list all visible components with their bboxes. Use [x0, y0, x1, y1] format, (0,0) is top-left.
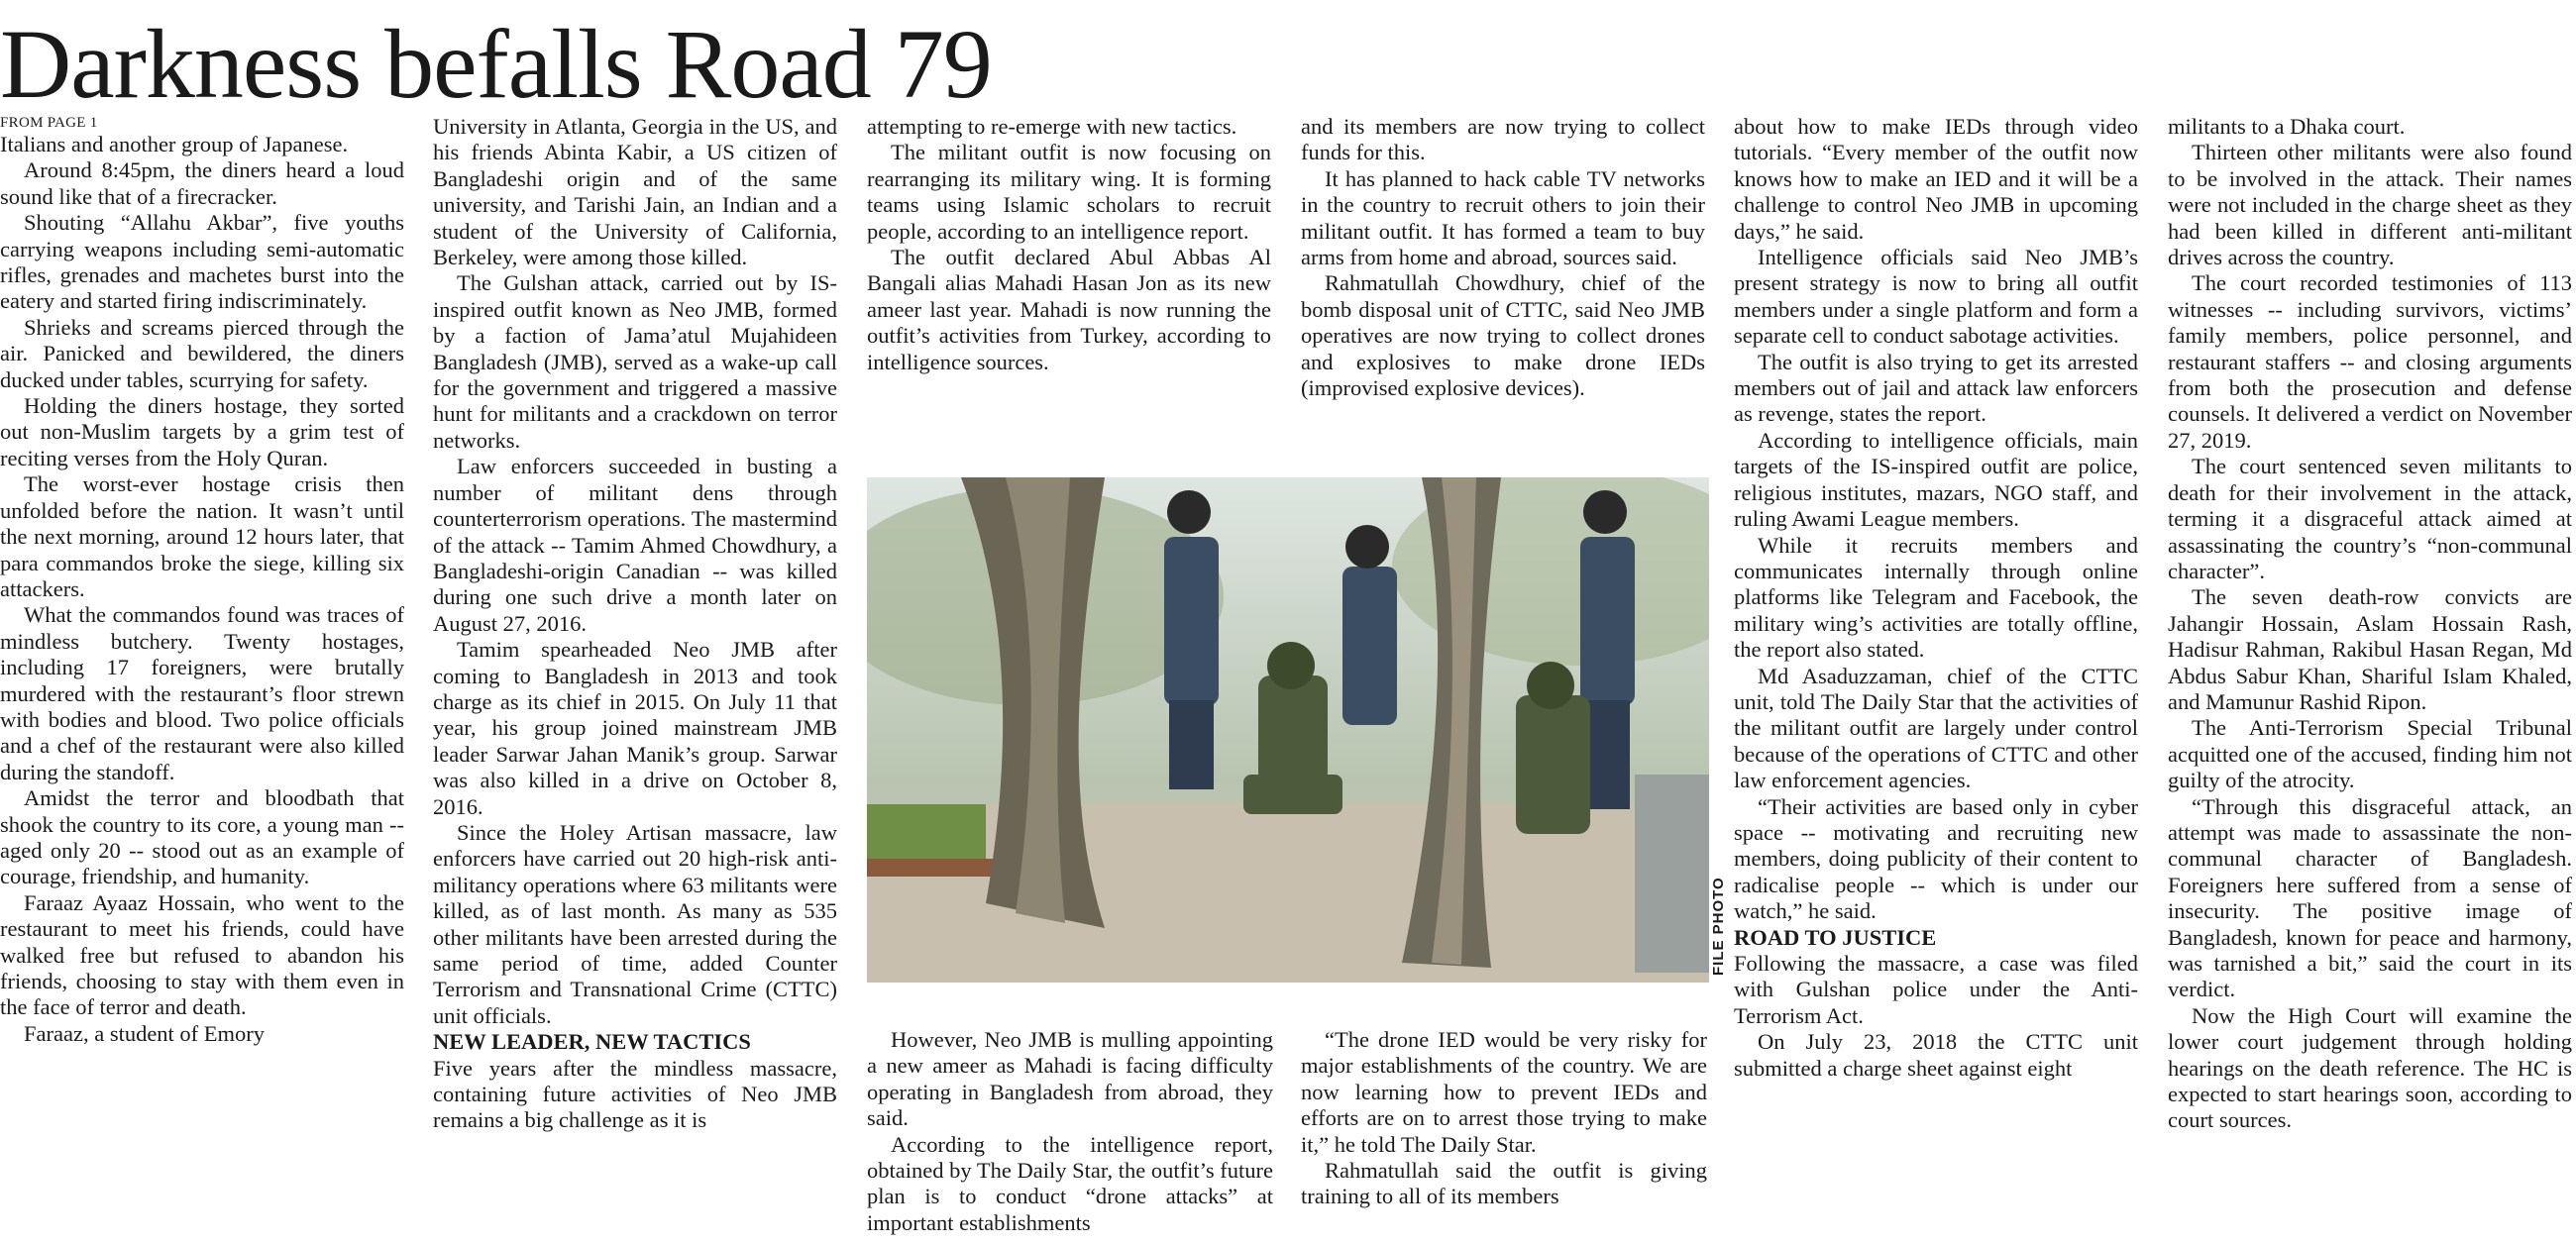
paragraph: The worst-ever hostage crisis then unfolded before the nation. It wasn’t until the next morning, around 12 hours later, that para commandos broke the siege, killing six attackers. — [0, 471, 404, 601]
paragraph: and its members are now trying to collect funds for this. — [1301, 114, 1705, 165]
paragraph: attempting to re-emerge with new tactics. — [867, 114, 1237, 139]
paragraph: Tamim spearheaded Neo JMB after coming to Bangladesh in 2013 and took charge as its chief in 2015. On July 11 that year, his group joined mainstream JMB leader Sarwar Jahan Manik’s group. Sarwar was also killed in a drive on October 8, 2016. — [433, 637, 837, 819]
column-1 — [0, 114, 404, 1047]
subhead: NEW LEADER, NEW TACTICS — [433, 1029, 751, 1055]
paragraph: “Through this disgraceful attack, an attempt was made to assassinate the non-communal character of Bangladesh. Foreigners here suffered from a sense of insecurity. The positive image of Bangladesh, known for peace and harmony, was tarnished a bit,” said the court in its verdict. — [2168, 793, 2572, 1002]
paragraph: militants to a Dhaka court. — [2168, 114, 2406, 139]
paragraph: Law enforcers succeeded in busting a number of militant dens through counterterrorism operations. The mastermind of the attack -- Tamim Ahmed Chowdhury, a Bangladeshi-origin Canadian -- was killed during one such drive a month later on August 27, 2016. — [433, 454, 837, 636]
paragraph: While it recruits members and communicates internally through online platforms like Telegram and Facebook, the military wing’s activities are totally offline, the report also stated. — [1734, 532, 2138, 663]
column-3 — [867, 114, 1271, 375]
paragraph: about how to make IEDs through video tutorials. “Every member of the outfit now knows how to make an IED and it will be a challenge to control Neo JMB in upcoming days,” he said. — [1734, 114, 2138, 244]
paragraph: The Anti-Terrorism Special Tribunal acquitted one of the accused, finding him not guilty of the atrocity. — [2168, 715, 2572, 793]
column-4 — [1301, 114, 1705, 401]
paragraph: The seven death-row convicts are Jahangir Hossain, Aslam Hossain Rash, Hadisur Rahman, Rakibul Hasan Regan, Md Abdus Sabur Khan, Shariful Islam Khaled, and Mamunur Rashid Ripon. — [2168, 584, 2572, 714]
headline: Darkness befalls Road 79 — [0, 9, 992, 119]
paragraph: Shouting “Allahu Akbar”, five youths carrying weapons including semi-automatic rifles, grenades and machetes burst into the eatery and started firing indiscriminately. — [0, 210, 404, 314]
paragraph: Shrieks and screams pierced through the air. Panicked and bewildered, the diners ducked under tables, scurrying for safety. — [0, 314, 404, 392]
paragraph: Rahmatullah said the outfit is giving training to all of its members — [1301, 1158, 1707, 1209]
paragraph: Around 8:45pm, the diners heard a loud sound like that of a firecracker. — [0, 157, 404, 209]
paragraph: Amidst the terror and bloodbath that shook the country to its core, a young man -- aged only 20 -- stood out as an example of courage, friendship, and humanity. — [0, 785, 404, 889]
column-6 — [2168, 114, 2572, 1134]
paragraph: Italians and another group of Japanese. — [0, 132, 349, 156]
paragraph: University in Atlanta, Georgia in the US, and his friends Abinta Kabir, a US citizen of Bangladeshi origin and of the same university, and Tarishi Jain, an Indian and a student of the University of California, Berkeley, were among those killed. — [433, 114, 837, 270]
photo-credit: FILE PHOTO — [1710, 877, 1727, 976]
paragraph: “The drone IED would be very risky for major establishments of the country. We are now learning how to prevent IEDs and efforts are on to arrest those trying to make it,” he told The Daily Star. — [1301, 1027, 1707, 1157]
paragraph: Thirteen other militants were also found to be involved in the attack. Their names were not included in the charge sheet as they had been killed in different anti-militant drives across the country. — [2168, 140, 2572, 270]
paragraph: The court recorded testimonies of 113 witnesses -- including survivors, victims’ family members, police personnel, and restaurant staffers -- and closing arguments from both the prosecution and defense counsels. It delivered a verdict on November 27, 2019. — [2168, 270, 2572, 453]
kicker: FROM PAGE 1 — [0, 115, 98, 131]
paragraph: Following the massacre, a case was filed with Gulshan police under the Anti-Terrorism Act. — [1734, 951, 2138, 1028]
column-5 — [1734, 114, 2138, 1082]
paragraph: It has planned to hack cable TV networks in the country to recruit others to join their militant outfit. It has formed a team to buy arms from home and abroad, sources said. — [1301, 165, 1705, 270]
paragraph: The outfit is also trying to get its arrested members out of jail and attack law enforcers as revenge, states the report. — [1734, 349, 2138, 427]
paragraph: Five years after the mindless massacre, containing future activities of Neo JMB remains a big challenge as it is — [433, 1055, 837, 1133]
paragraph: Holding the diners hostage, they sorted out non-Muslim targets by a grim test of reciting verses from the Holy Quran. — [0, 393, 404, 470]
paragraph: The militant outfit is now focusing on rearranging its military wing. It is forming teams using Islamic scholars to recruit people, according to an intelligence report. — [867, 140, 1271, 244]
column-2 — [433, 114, 837, 1134]
paragraph: The court sentenced seven militants to death for their involvement in the attack, terming it a disgraceful attack aimed at assassinating the country’s “non-communal character”. — [2168, 454, 2572, 583]
column-4-continued — [1301, 1027, 1707, 1210]
paragraph: According to intelligence officials, main targets of the IS-inspired outfit are police, religious institutes, mazars, NGO staff, and ruling Awami League members. — [1734, 427, 2138, 532]
paragraph: Since the Holey Artisan massacre, law enforcers have carried out 20 high-risk anti-militancy operations where 63 militants were killed, as of last month. As many as 535 other militants have been arrested during the same period of time, added Counter Terrorism and Transnational Crime (CTTC) unit officials. — [433, 819, 837, 1028]
paragraph: Rahmatullah Chowdhury, chief of the bomb disposal unit of CTTC, said Neo JMB operatives are now trying to collect drones and explosives to make drone IEDs (improvised explosive devices). — [1301, 270, 1705, 401]
paragraph: On July 23, 2018 the CTTC unit submitted a charge sheet against eight — [1734, 1029, 2138, 1081]
paragraph: The outfit declared Abul Abbas Al Bangali alias Mahadi Hasan Jon as its new ameer last year. Mahadi is now running the outfit’s activities from Turkey, according to intelligence sources. — [867, 245, 1271, 374]
column-3-continued — [867, 1027, 1273, 1236]
paragraph: “Their activities are based only in cyber space -- motivating and recruiting new members, doing publicity of their content to radicalise people -- which is under our watch,” he said. — [1734, 793, 2138, 924]
news-photo — [867, 477, 1709, 983]
paragraph: Md Asaduzzaman, chief of the CTTC unit, told The Daily Star that the activities of the militant outfit are largely under control because of the operations of CTTC and other law enforcement agencies. — [1734, 663, 2138, 793]
paragraph: However, Neo JMB is mulling appointing a new ameer as Mahadi is facing difficulty operating in Bangladesh from abroad, they said. — [867, 1027, 1273, 1131]
paragraph: Now the High Court will examine the lower court judgement through holding hearings on the death reference. The HC is expected to start hearings soon, according to court sources. — [2168, 1002, 2572, 1133]
paragraph: What the commandos found was traces of mindless butchery. Twenty hostages, including 17 foreigners, were brutally murdered with the restaurant’s floor strewn with bodies and blood. Two police officials and a chef of the restaurant were also killed during the standoff. — [0, 602, 404, 784]
subhead: ROAD TO JUSTICE — [1734, 924, 1937, 950]
paragraph: The Gulshan attack, carried out by IS-inspired outfit known as Neo JMB, formed by a faction of Jama’atul Mujahideen Bangladesh (JMB), served as a wake-up call for the government and triggered a massive hunt for militants and a crackdown on terror networks. — [433, 270, 837, 453]
paragraph: Faraaz, a student of Emory — [24, 1020, 266, 1046]
paragraph: Faraaz Ayaaz Hossain, who went to the restaurant to meet his friends, could have walked free but refused to abandon his friends, choosing to stay with them even in the face of terror and death. — [0, 889, 404, 1020]
paragraph: Intelligence officials said Neo JMB’s present strategy is now to bring all outfit members under a single platform and form a separate cell to conduct sabotage activities. — [1734, 245, 2138, 349]
paragraph: According to the intelligence report, obtained by The Daily Star, the outfit’s future plan is to conduct “drone attacks” at important establishments — [867, 1131, 1273, 1235]
